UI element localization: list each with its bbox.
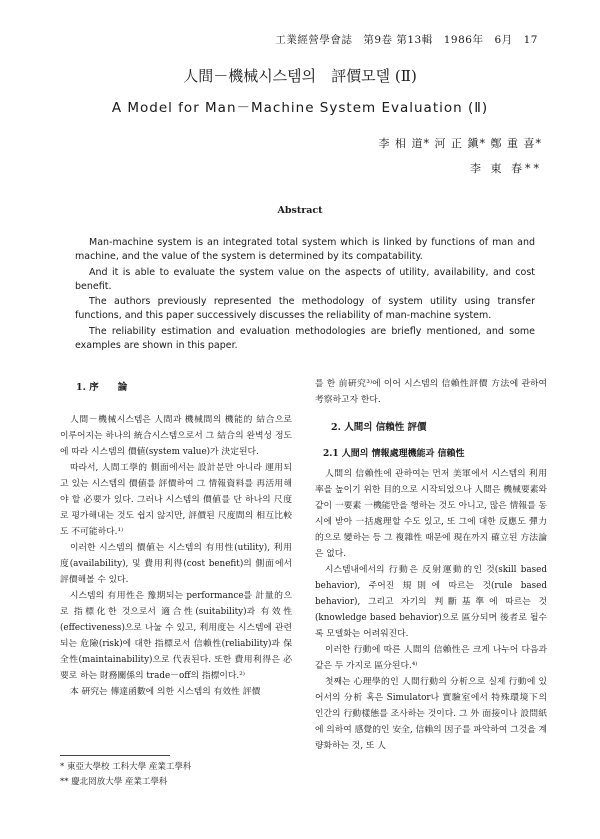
- footnote: * 東亞大學校 工科大學 産業工學科: [60, 762, 192, 772]
- body-paragraph: 人間의 信賴性에 관하여는 먼저 美軍에서 시스템의 利用率을 높이기 위한 目的으로 시작되었으나 人間은 機械要素와 같이 一要素 一機能만을 행하는 것도 아니고, 많은 情報를 동시에 받아 一括處理할 수도 있고, 또 그에 대한 反應도 彈力的으로 變하는 등 그 複雜性 때문에 現在까지 確立된 方法論은 없다.: [315, 469, 547, 559]
- body-paragraph: 따라서, 人間工學的 側面에서는 設計분만 아니라 運用되고 있는 시스템의 價値를 評價하여 그 情報資料를 再活用해야 할 必要가 있다. 그러나 시스템의 價値를 단 하나의 尺度로 평가해내는 것도 쉽지 않지만, 評價된 尺度間의 相互比較도 不可能하다.¹⁾: [60, 463, 292, 537]
- body-paragraph: 이러한 시스템의 價値는 시스템의 有用性(utility), 利用度(availability), 및 費用利得(cost benefit)의 側面에서 評價해볼 수 있다.: [60, 543, 292, 585]
- section-heading-introduction: 1. 序 論: [76, 382, 128, 393]
- abstract-heading: Abstract: [277, 205, 323, 216]
- abstract-paragraph: Man-machine system is an integrated total system which is linked by functions of man and machine, and the value of the system is determined by its compatability.: [75, 237, 535, 263]
- right-column: [315, 376, 547, 754]
- paper-title-english: A Model for Man－Machine System Evaluation (Ⅱ): [111, 100, 489, 116]
- footnotes: [60, 760, 191, 790]
- journal-header: 工業經營學會誌 第9卷 第13輯 1986年 6月 17: [275, 34, 538, 46]
- paper-title-korean: 人間－機械시스템의 評價모델 (Ⅱ): [183, 67, 417, 85]
- authors-line-2: 李 東 春**: [470, 162, 542, 175]
- abstract-paragraph: The authors previously represented the methodology of system utility using transfer functions, and this paper successively discusses the reliability of man-machine system.: [75, 296, 535, 322]
- body-paragraph: 人間－機械시스템은 人間과 機械間의 機能的 結合으로 이루어지는 하나의 統合시스템으로서 그 結合의 완벽성 정도에 따라 시스템의 價値(system value)가 決定된다.: [60, 415, 292, 457]
- section-heading-reliability: 2. 人間의 信賴性 評價: [331, 422, 427, 433]
- abstract-paragraph: The reliability estimation and evaluation methodologies are briefly mentioned, and some examples are shown in this paper.: [75, 325, 535, 351]
- body-paragraph: 를 한 前硏究³⁾에 이어 시스템의 信賴性評價 方法에 관하여 考察하고자 한다.: [315, 379, 547, 405]
- body-paragraph: 이러한 行動에 따른 人間의 信賴性은 크게 나누어 다음과 같은 두 가지로 區分된다.⁴⁾: [315, 645, 547, 671]
- body-paragraph: 첫째는 心理學的인 人間行動의 分析으로 실제 行動에 있어서의 分析 혹은 Simulator나 實驗室에서 特殊環境下의 인간의 行動樣態를 조사하는 것이다. 그 外 面接이나 設問紙에 의하여 感覺的인 安全, 信賴의 因子를 파악하여 그것을 계량화하는 것, 또 人: [315, 677, 547, 751]
- authors-line-1: 李 相 道* 河 正 鎭* 鄭 重 喜*: [378, 137, 542, 150]
- body-paragraph: 시스템내에서의 行動은 反射運動的인 것(skill based behavior), 주어진 規則에 따르는 것(rule based behavior), 그리고 자기의 判斷基準에 따르는 것(knowledge based behavior)으로 區分되며 後者로 될수록 모델화는 어려워진다.: [315, 565, 547, 639]
- body-paragraph: 本 硏究는 傳達函數에 의한 시스템의 有效性 評價: [70, 687, 261, 697]
- abstract-body: [75, 236, 535, 354]
- body-paragraph: 시스템의 有用性은 豫期되는 performance를 計量的으로 指標化한 것으로서 適合性(suitability)과 有效性(effectiveness)으로 나눌 수 있고, 利用度는 시스템에 관련되는 危險(risk)에 대한 指標로서 信賴性(reliability)과 保全性(maintainability)으로 代表된다. 또한 費用利得은 必要로 하는 財務關係의 trade－off의 指標이다.²⁾: [60, 591, 292, 681]
- left-column: [60, 376, 292, 700]
- footnote: ** 慶北罔放大學 産業工學科: [60, 777, 168, 787]
- subsection-heading: 2.1 人間의 情報處理機能과 信賴性: [323, 449, 465, 459]
- footnote-divider: [60, 755, 170, 756]
- abstract-paragraph: And it is able to evaluate the system value on the aspects of utility, availability, and cost benefit.: [75, 266, 535, 292]
